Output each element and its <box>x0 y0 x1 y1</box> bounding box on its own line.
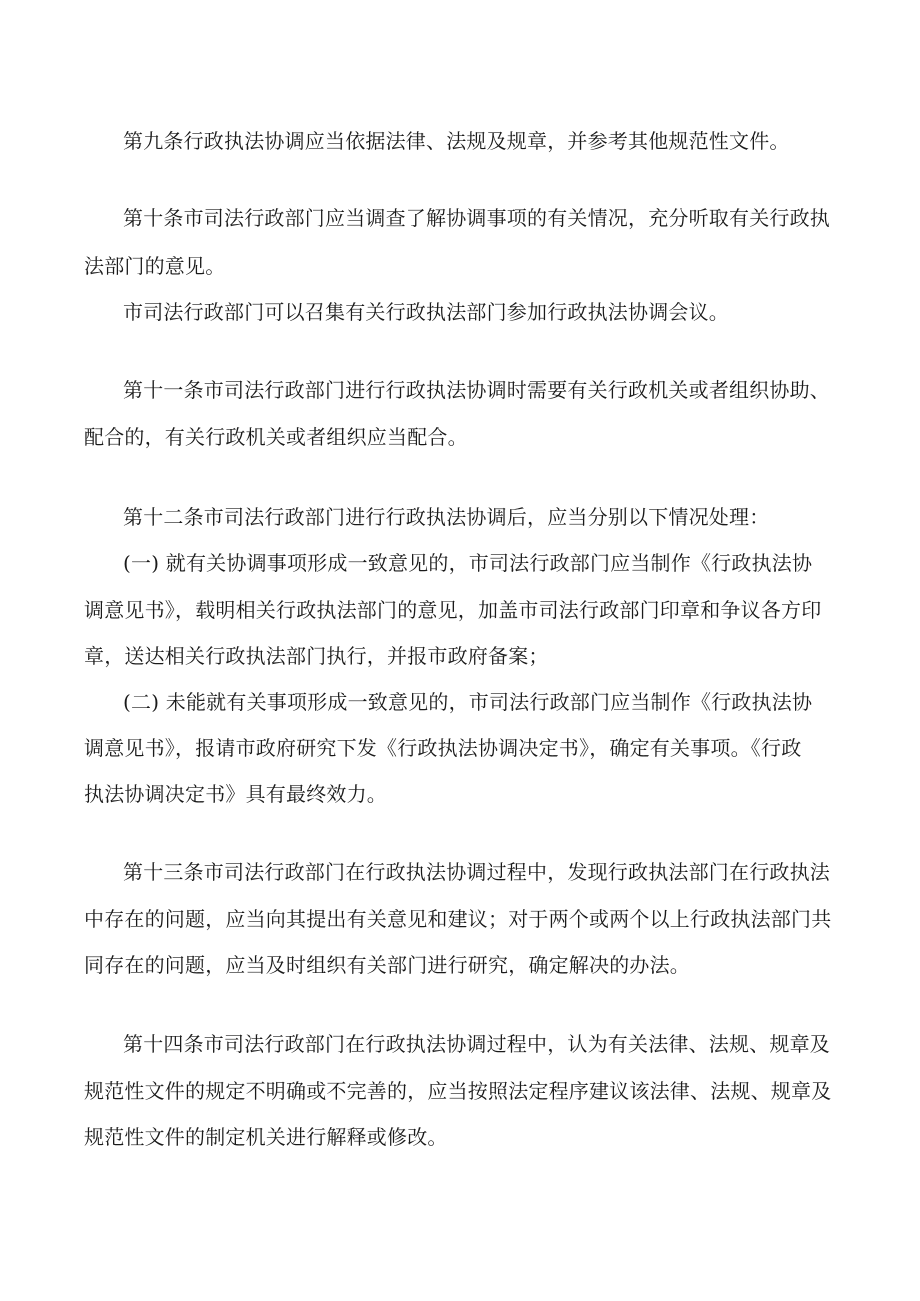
article-12-item-1-line-2: 调意见书》，载明相关行政执法部门的意见，加盖市司法行政部门印章和争议各方印 <box>84 598 822 622</box>
article-10-line-3: 市司法行政部门可以召集有关行政执法部门参加行政执法协调会议。 <box>123 300 729 324</box>
article-12-item-2-line-3: 执法协调决定书》具有最终效力。 <box>84 782 387 806</box>
article-11-line-1: 第十一条市司法行政部门进行行政执法协调时需要有关行政机关或者组织协助、 <box>123 378 830 402</box>
article-13-line-3: 同存在的问题，应当及时组织有关部门进行研究，确定解决的办法。 <box>84 953 690 977</box>
article-12-item-2-line-1: (二) 未能就有关事项形成一致意见的，市司法行政部门应当制作《行政执法协 <box>123 690 813 714</box>
article-10-line-1: 第十条市司法行政部门应当调查了解协调事项的有关情况，充分听取有关行政执 <box>123 206 830 230</box>
article-12-line-1: 第十二条市司法行政部门进行行政执法协调后，应当分别以下情况处理： <box>123 505 770 529</box>
article-12-item-2-line-2: 调意见书》，报请市政府研究下发《行政执法协调决定书》，确定有关事项。《行政 <box>84 736 802 760</box>
article-14-line-2: 规范性文件的规定不明确或不完善的，应当按照法定程序建议该法律、法规、规章及 <box>84 1079 832 1103</box>
article-11-line-2: 配合的，有关行政机关或者组织应当配合。 <box>84 425 468 449</box>
article-14-line-3: 规范性文件的制定机关进行解释或修改。 <box>84 1125 448 1149</box>
article-13-line-1: 第十三条市司法行政部门在行政执法协调过程中，发现行政执法部门在行政执法 <box>123 860 830 884</box>
article-12-item-1-line-1: (一) 就有关协调事项形成一致意见的，市司法行政部门应当制作《行政执法协 <box>123 551 813 575</box>
article-14-line-1: 第十四条市司法行政部门在行政执法协调过程中，认为有关法律、法规、规章及 <box>123 1032 830 1056</box>
article-9-line-1: 第九条行政执法协调应当依据法律、法规及规章，并参考其他规范性文件。 <box>123 129 790 153</box>
article-10-line-2: 法部门的意见。 <box>84 254 226 278</box>
article-12-item-1-line-3: 章，送达相关行政执法部门执行，并报市政府备案； <box>84 644 549 668</box>
article-13-line-2: 中存在的问题，应当向其提出有关意见和建议；对于两个或两个以上行政执法部门共 <box>84 907 832 931</box>
